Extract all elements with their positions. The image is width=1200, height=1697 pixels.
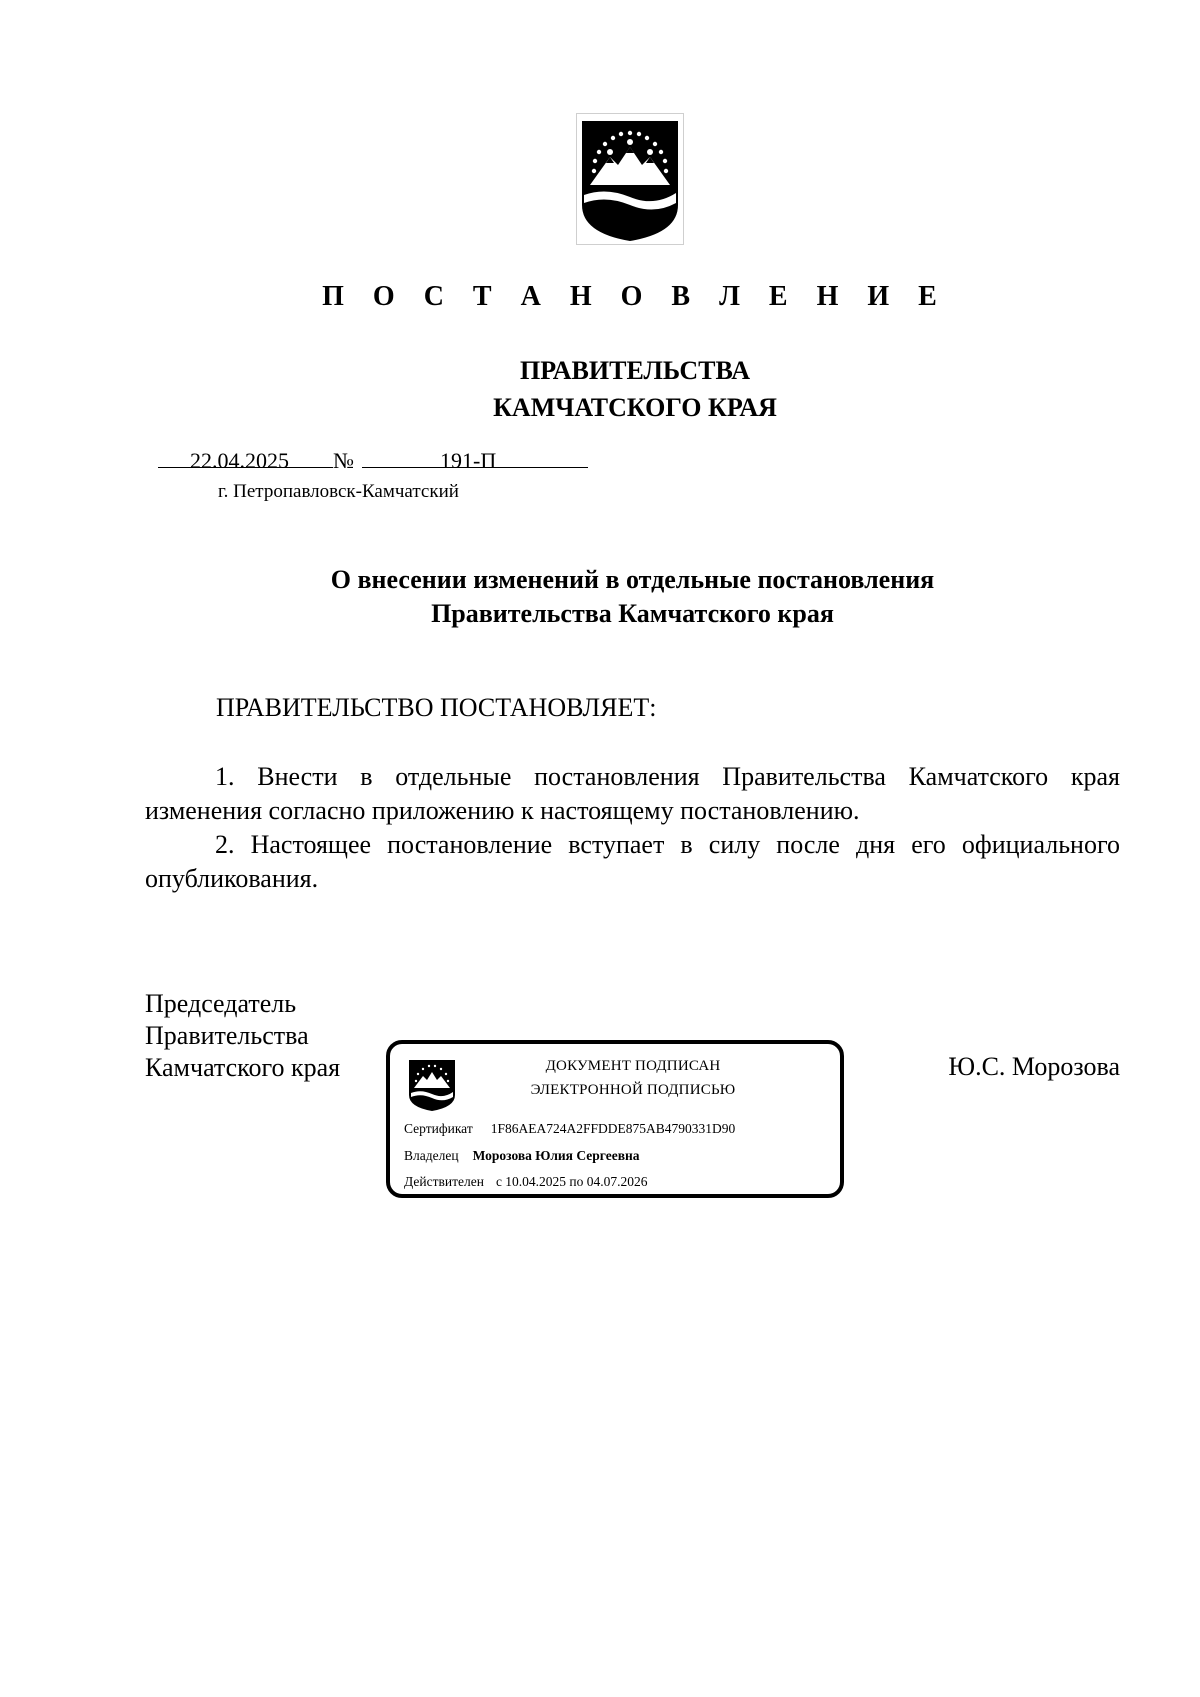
signer-position-line-3: Камчатского края: [145, 1053, 341, 1082]
authority-line-1: ПРАВИТЕЛЬСТВА: [520, 356, 750, 385]
resolution-preamble: ПРАВИТЕЛЬСТВО ПОСТАНОВЛЯЕТ:: [216, 693, 657, 722]
signer-name: Ю.С. Морозова: [948, 1052, 1120, 1081]
certificate-row: [404, 1121, 735, 1137]
number-sign: №: [333, 448, 354, 473]
owner-label: Владелец: [404, 1148, 459, 1163]
document-body: [145, 760, 1120, 896]
stamp-heading: [468, 1054, 798, 1102]
body-item-2: 2. Настоящее постановление вступает в силу после дня его официального опубликования.: [145, 830, 1120, 893]
subject-line-2: Правительства Камчатского края: [431, 599, 834, 628]
validity-label: Действителен: [404, 1174, 484, 1189]
stamp-heading-line-1: ДОКУМЕНТ ПОДПИСАН: [545, 1058, 721, 1074]
validity-value: с 10.04.2025 по 04.07.2026: [495, 1174, 648, 1189]
body-item-1: 1. Внести в отдельные постановления Правительства Камчатского края изменения согласно приложению к настоящему постановлению.: [145, 762, 1120, 825]
document-number: 191-П: [440, 448, 497, 473]
stamp-heading-line-2: ЭЛЕКТРОННОЙ ПОДПИСЬЮ: [530, 1082, 736, 1098]
certificate-value: 1F86AEA724A2FFDDE875AB4790331D90: [490, 1121, 736, 1136]
owner-value: Морозова Юлия Сергеевна: [472, 1148, 640, 1163]
kamchatka-coat-of-arms-icon: [406, 1057, 458, 1113]
document-subject: [0, 563, 1200, 631]
issuing-authority: [0, 352, 1200, 426]
certificate-label: Сертификат: [404, 1121, 473, 1136]
electronic-signature-stamp: [386, 1040, 844, 1198]
city-name: г. Петропавловск-Камчатский: [218, 481, 459, 502]
kamchatka-coat-of-arms-icon: [576, 113, 684, 245]
signer-position-line-2: Правительства: [145, 1021, 309, 1050]
owner-row: [404, 1148, 640, 1164]
authority-line-2: КАМЧАТСКОГО КРАЯ: [493, 393, 777, 422]
signer-position: [145, 988, 340, 1084]
document-type-title: П О С Т А Н О В Л Е Н И Е: [322, 281, 948, 312]
validity-row: [404, 1174, 648, 1190]
signer-position-line-1: Председатель: [145, 989, 297, 1018]
document-date: 22.04.2025: [190, 448, 289, 473]
subject-line-1: О внесении изменений в отдельные постановления: [330, 565, 935, 594]
